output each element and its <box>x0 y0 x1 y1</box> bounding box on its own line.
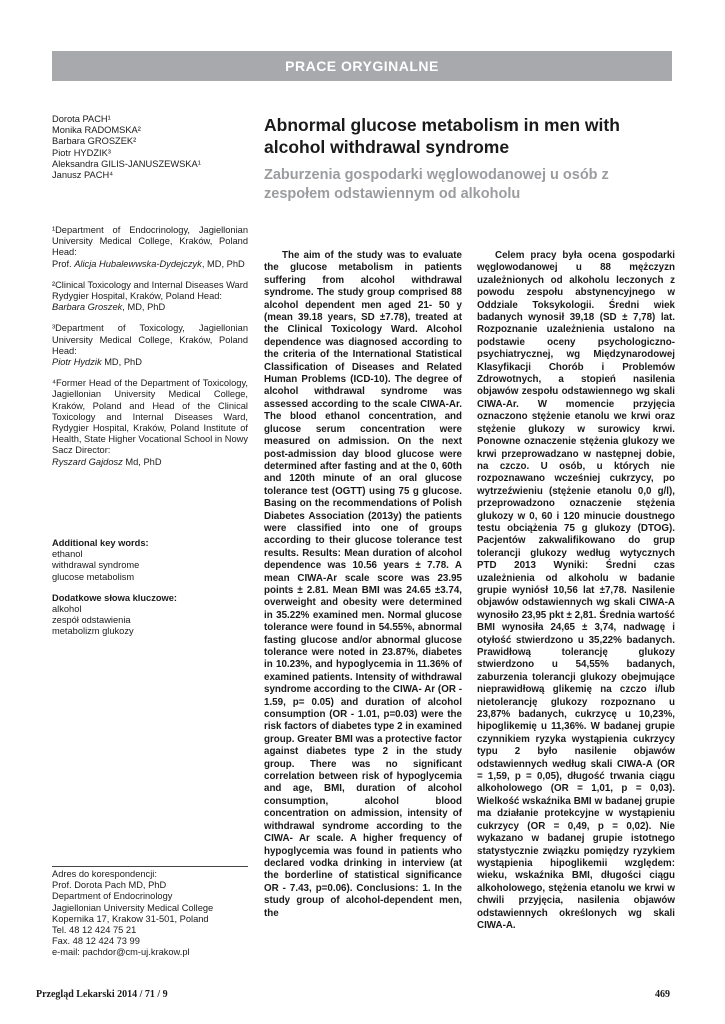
correspondence <box>52 866 248 959</box>
keyword: zespół odstawienia <box>52 615 131 626</box>
author-name: Monika RADOMSKA² <box>52 125 141 136</box>
keyword: ethanol <box>52 549 83 560</box>
abstract-english: The aim of the study was to evaluate the glucose metabolism in patients suffering from alcohol withdrawal syndrome. The study group comprised 88 alcohol dependent men aged 21- 50 y (mean 39.18 years, SD ±7.78), treated at the Clinical Toxicology Ward. Alcohol dependence was diagnosed according to the criteria of the International Statistical Classification of Diseases and Related Human Problems (ICD-10). The degree of alcohol withdrawal syndrome was assessed according to the scale CIWA-Ar. The blood ethanol concentration, and glucose serum concentration were measured on admission. On the next post-admission day blood glucose were determined after fasting and at the 0, 60th and 120th minute of an oral glucose tolerance test (OGTT) using 75 g glucose. Basing on the recommendations of Polish Diabetes Association (2013y) the patients were classified into one of groups according to their glucose tolerance test results. Results: Mean duration of alcohol dependence was 10.56 years ± 7.78. A mean CIWA-Ar scale score was 23.95 points ± 2.81. Mean BMI was 24.65 ±3.74, overweight and obesity were determined in 35.22% examined men. Normal glucose tolerance were found in 54.55%, abnormal fasting glucose and/or abnormal glucose tolerance were noted in 23.87%, diabetes in 10.23%, and hypoglycemia in 11.36% of examined patients. Intensity of withdrawal syndrome according to the CIWA- Ar (OR - 1.59, p= 0.05) and duration of alcohol consumption (OR - 1.01, p=0.03) were the risk factors of diabetes type 2 in examined group. Greater BMI was a protective factor against diabetes type 2 in the study group. There was no significant correlation between risk of hypoglycemia and age, BMI, duration of alcohol consumption, alcohol blood concentration on admission, intensity of withdrawal syndrome according to the CIWA- Ar scale. A higher frequency of hypoglycemia was found in patients who declared vodka drinking in interview (at the borderline of statistical significance OR - 7.43, p=0.06). Conclusions: 1. In the study group of alcohol-dependent men, the <box>264 250 462 919</box>
abstract-polish: Celem pracy była ocena gospodarki węglowodanowej u 88 mężczyzn uzależnionych od alkoholu leczonych z powodu zespołu abstynencyjnego w Oddziale Toksykologii. Średni wiek badanych wynosił 39,18 (SD ± 7,78) lat. Rozpoznanie uzależnienia ustalono na podstawie oceny psychologiczno-psychiatrycznej, wg Międzynarodowej Klasyfikacji Chorób i Problemów Zdrowotnych, a stopień nasilenia objawów zespołu odstawiennego wg skali CIWA-Ar. W momencie przyjęcia oznaczono stężenie etanolu we krwi oraz stężenie glukozy w surowicy krwi. Ponowne oznaczenie stężenia glukozy we krwi przeprowadzano w następnej dobie, na czczo. U osób, u których nie rozpoznawano wcześniej cukrzycy, po wytrzeźwieniu (stężenie etanolu 0,0 g/l), przeprowadzono oznaczenie stężenia glukozy w 0, 60 i 120 minucie doustnego testu obciążenia 75 g glukozy (DTOG). Pacjentów zakwalifikowano do grup tolerancji glukozy według wytycznych PTD 2013 Wyniki: Średni czas uzależnienia od alkoholu w badanie grupie wyniósł 10,56 lat ±7,78. Nasilenie objawów odstawiennych wg skali CIWA-A wynosiło 23,95 pkt ± 2,81. Średnia wartość BMI wynosiła 24,65 ± 3,74, nadwagę i otyłość stwierdzono u 35,22% badanych. Prawidłową tolerancję glukozy stwierdzono u 54,55% badanych, zaburzenia tolerancji glukozy obejmujące nieprawidłową glikemię na czczo i/lub nietolerancję glukozy rozpoznano u 23,87% badanych, cukrzycę u 10,23%, hipoglikemię u 11,36%. W badanej grupie czynnikiem ryzyka wystąpienia cukrzycy typu 2 było nasilenie objawów odstawiennych według skali CIWA-A (OR = 1,59, p = 0,05), długość trwania ciągu alkoholowego (OR = 1,01, p = 0,03). Wielkość wskaźnika BMI w badanej grupie ma działanie protekcyjne w wystąpieniu cukrzycy (OR = 0,49, p = 0,02). Nie wykazano w badanej grupie istotnego statystycznie związku pomiędzy ryzykiem wystąpienia hipoglikemii względem: wieku, wskaźnika BMI, długości ciągu alkoholowego, stężenia etanolu we krwi w chwili przyjęcia, nasilenia objawów odstawiennych określonych wg skali CIWA-A. <box>477 250 675 931</box>
keyword: metabolizm glukozy <box>52 626 134 637</box>
keywords-heading: Additional key words: <box>52 538 149 548</box>
author-list <box>52 114 248 181</box>
correspondence-line: Prof. Dorota Pach MD, PhD <box>52 880 167 891</box>
author-name: Janusz PACH⁴ <box>52 170 114 181</box>
affiliation: ⁴Former Head of the Department of Toxicology, Jagiellonian University Medical College, Kraków, Poland and Head of the Clinical Toxicology and Internal Diseases Ward, Rydygier Hospital, Kraków, Poland Institute of Health, State Higher Vocational School in Nowy Sacz Director: Ryszard Gajdosz Md, PhD <box>52 378 248 467</box>
keywords-en <box>52 538 248 583</box>
article-title: Abnormal glucose metabolism in men with alcohol withdrawal syndrome <box>264 115 620 157</box>
correspondence-line: Tel. 48 12 424 75 21 <box>52 925 137 936</box>
affiliation: ²Clinical Toxicology and Internal Diseases Ward Rydygier Hospital, Kraków, Poland Head: Barbara Groszek, MD, PhD <box>52 279 248 313</box>
correspondence-line: Fax. 48 12 424 73 99 <box>52 936 140 947</box>
section-banner: PRACE ORYGINALNE <box>52 51 672 81</box>
author-name: Barbara GROSZEK² <box>52 136 137 147</box>
keywords <box>52 538 248 648</box>
correspondence-line: Jagiellonian University Medical College <box>52 902 214 913</box>
correspondence-email: e-mail: pachdor@cm-uj.krakow.pl <box>52 947 190 958</box>
author-name: Dorota PACH¹ <box>52 114 111 124</box>
journal-footer: Przegląd Lekarski 2014 / 71 / 9 <box>36 989 168 1000</box>
affiliations <box>52 225 248 478</box>
affiliation: ³Department of Toxicology, Jagiellonian University Medical College, Kraków, Poland Head: Piotr Hydzik MD, PhD <box>52 323 248 368</box>
keywords-pl <box>52 593 248 638</box>
correspondence-line: Kopernika 17, Krakow 31-501, Poland <box>52 913 209 924</box>
author-name: Aleksandra GILIS-JANUSZEWSKA¹ <box>52 158 201 169</box>
affiliation: ¹Department of Endocrinology, Jagiellonian University Medical College, Kraków, Poland Head: Prof. Alicja Hubalewwska-Dydejczyk, MD, PhD <box>52 225 248 269</box>
keywords-heading: Dodatkowe słowa kluczowe: <box>52 592 178 603</box>
page-number: 469 <box>655 989 670 1000</box>
article-subtitle: Zaburzenia gospodarki węglowodanowej u osób z zespołem odstawiennym od alkoholu <box>264 167 609 202</box>
keyword: withdrawal syndrome <box>52 560 140 571</box>
keyword: alkohol <box>52 604 82 615</box>
keyword: glucose metabolism <box>52 571 135 582</box>
correspondence-line: Adres do korespondencji: <box>52 869 157 879</box>
correspondence-line: Department of Endocrinology <box>52 891 173 902</box>
author-name: Piotr HYDZIK³ <box>52 147 111 158</box>
